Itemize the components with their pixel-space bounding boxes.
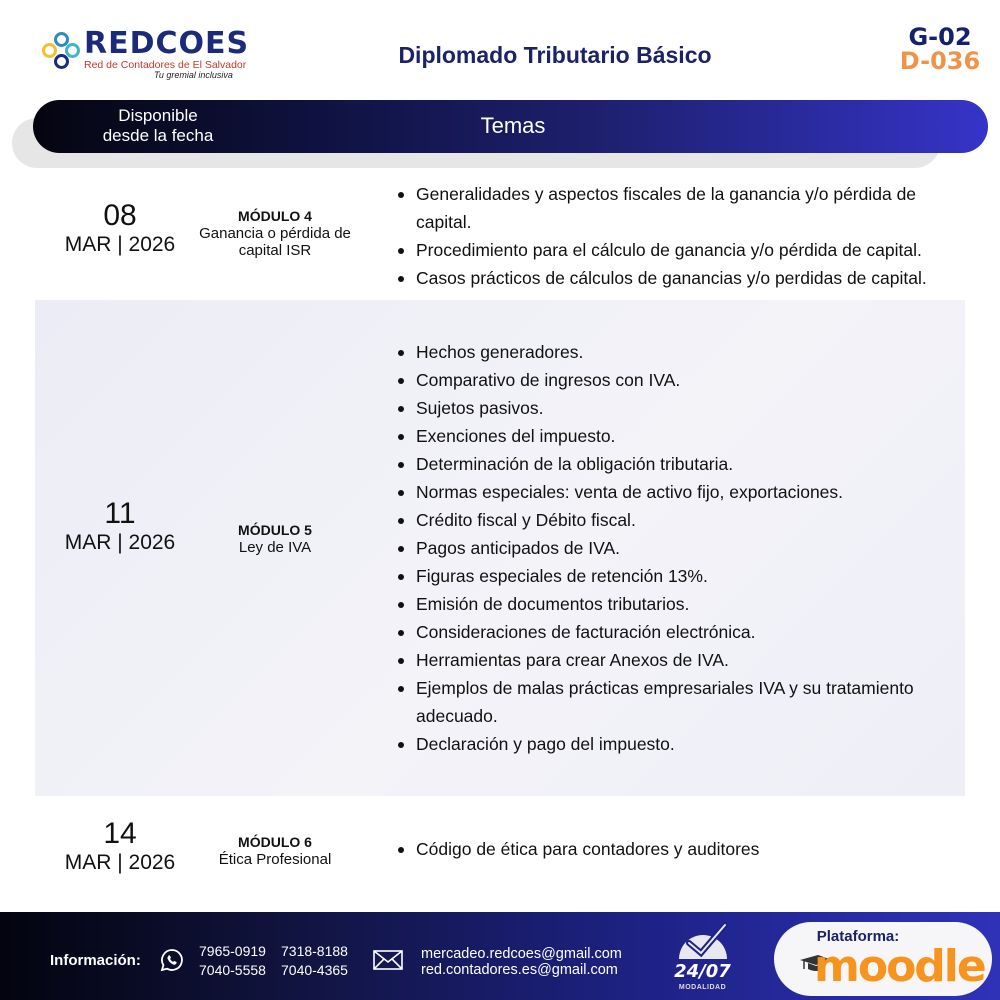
- date-month-year: MAR | 2026: [64, 531, 176, 554]
- topic-item: Exenciones del impuesto.: [395, 422, 970, 450]
- info-label: Información:: [50, 952, 141, 969]
- page-title: Diplomado Tributario Básico: [398, 42, 712, 68]
- availability-text: 24/07: [674, 961, 731, 982]
- topic-item: Herramientas para crear Anexos de IVA.: [395, 646, 970, 674]
- topic-item: Sujetos pasivos.: [395, 394, 970, 422]
- module-info: [195, 522, 355, 556]
- topics-column-header: Temas: [480, 113, 546, 138]
- availability-label: MODALIDAD: [678, 984, 727, 991]
- phone-number[interactable]: 7040-4365: [281, 962, 348, 978]
- topic-item: Determinación de la obligación tributaria.: [395, 450, 970, 478]
- whatsapp-icon: [160, 948, 184, 972]
- table-header-bar: [33, 100, 988, 153]
- topic-item: Comparativo de ingresos con IVA.: [395, 366, 970, 394]
- topic-item: Consideraciones de facturación electrónica.: [395, 618, 970, 646]
- mail-icon: [373, 950, 403, 970]
- clock-check-icon: [675, 921, 731, 961]
- module-name: Ley de IVA: [238, 539, 312, 556]
- phone-number[interactable]: 7965-0919: [199, 943, 266, 959]
- module-number: MÓDULO 5: [238, 522, 312, 538]
- topic-item: Casos prácticos de cálculos de ganancias y/o perdidas de capital.: [395, 264, 970, 292]
- availability-badge: [665, 917, 745, 997]
- topic-list: [395, 180, 970, 292]
- date-column-header-line2: desde la fecha: [102, 126, 214, 145]
- logo-rings-icon: [42, 32, 82, 72]
- redcoes-logo: [42, 28, 262, 84]
- topic-list: [395, 338, 970, 758]
- module-row-5: [35, 300, 965, 796]
- date-month-year: MAR | 2026: [64, 851, 176, 874]
- topic-item: Generalidades y aspectos fiscales de la ganancia y/o pérdida de capital.: [395, 180, 970, 236]
- topic-item: Código de ética para contadores y auditores: [395, 835, 970, 863]
- topic-item: Hechos generadores.: [395, 338, 970, 366]
- date-column-header: [83, 106, 233, 146]
- module-info: [195, 208, 355, 259]
- module-info: [195, 834, 355, 868]
- logo-tagline: Tu gremial inclusiva: [154, 70, 233, 80]
- date-column-header-line1: Disponible: [118, 106, 198, 125]
- module-row-6: [35, 800, 965, 900]
- module-number: MÓDULO 6: [238, 834, 312, 850]
- email-addresses: [421, 946, 622, 978]
- module-name: Ética Profesional: [218, 851, 332, 868]
- date-day: 11: [104, 497, 136, 530]
- phone-number[interactable]: 7040-5558: [199, 962, 266, 978]
- module-number: MÓDULO 4: [238, 208, 312, 224]
- module-row-4: [35, 170, 965, 298]
- date-month-year: MAR | 2026: [64, 233, 176, 256]
- topic-item: Declaración y pago del impuesto.: [395, 730, 970, 758]
- module-date: [35, 498, 205, 556]
- module-date: [35, 200, 205, 258]
- email-link[interactable]: mercadeo.redcoes@gmail.com: [421, 946, 622, 962]
- module-name: Ganancia o pérdida de capital ISR: [199, 225, 351, 259]
- module-date: [35, 818, 205, 876]
- platform-label: Plataforma:: [816, 928, 900, 945]
- topic-item: Crédito fiscal y Débito fiscal.: [395, 506, 970, 534]
- topic-list: [395, 835, 970, 863]
- platform-badge: [774, 922, 992, 996]
- logo-subtitle: Red de Contadores de El Salvador: [84, 59, 247, 71]
- phone-number[interactable]: 7318-8188: [281, 943, 348, 959]
- topic-item: Pagos anticipados de IVA.: [395, 534, 970, 562]
- topic-item: Emisión de documentos tributarios.: [395, 590, 970, 618]
- topic-item: Normas especiales: venta de activo fijo, exportaciones.: [395, 478, 970, 506]
- topic-item: Procedimiento para el cálculo de ganancia y/o pérdida de capital.: [395, 236, 970, 264]
- group-code: G-02: [908, 23, 972, 51]
- moodle-logo: moodle: [814, 941, 985, 992]
- topic-item: Figuras especiales de retención 13%.: [395, 562, 970, 590]
- topic-item: Ejemplos de malas prácticas empresariales IVA y su tratamiento adecuado.: [395, 674, 970, 730]
- email-link[interactable]: red.contadores.es@gmail.com: [421, 962, 618, 978]
- date-day: 14: [103, 817, 137, 850]
- logo-wordmark: REDCOES: [84, 26, 250, 61]
- date-day: 08: [103, 199, 137, 232]
- phone-numbers: [199, 942, 363, 980]
- footer: [0, 912, 1000, 1000]
- diploma-code: D-036: [899, 47, 981, 75]
